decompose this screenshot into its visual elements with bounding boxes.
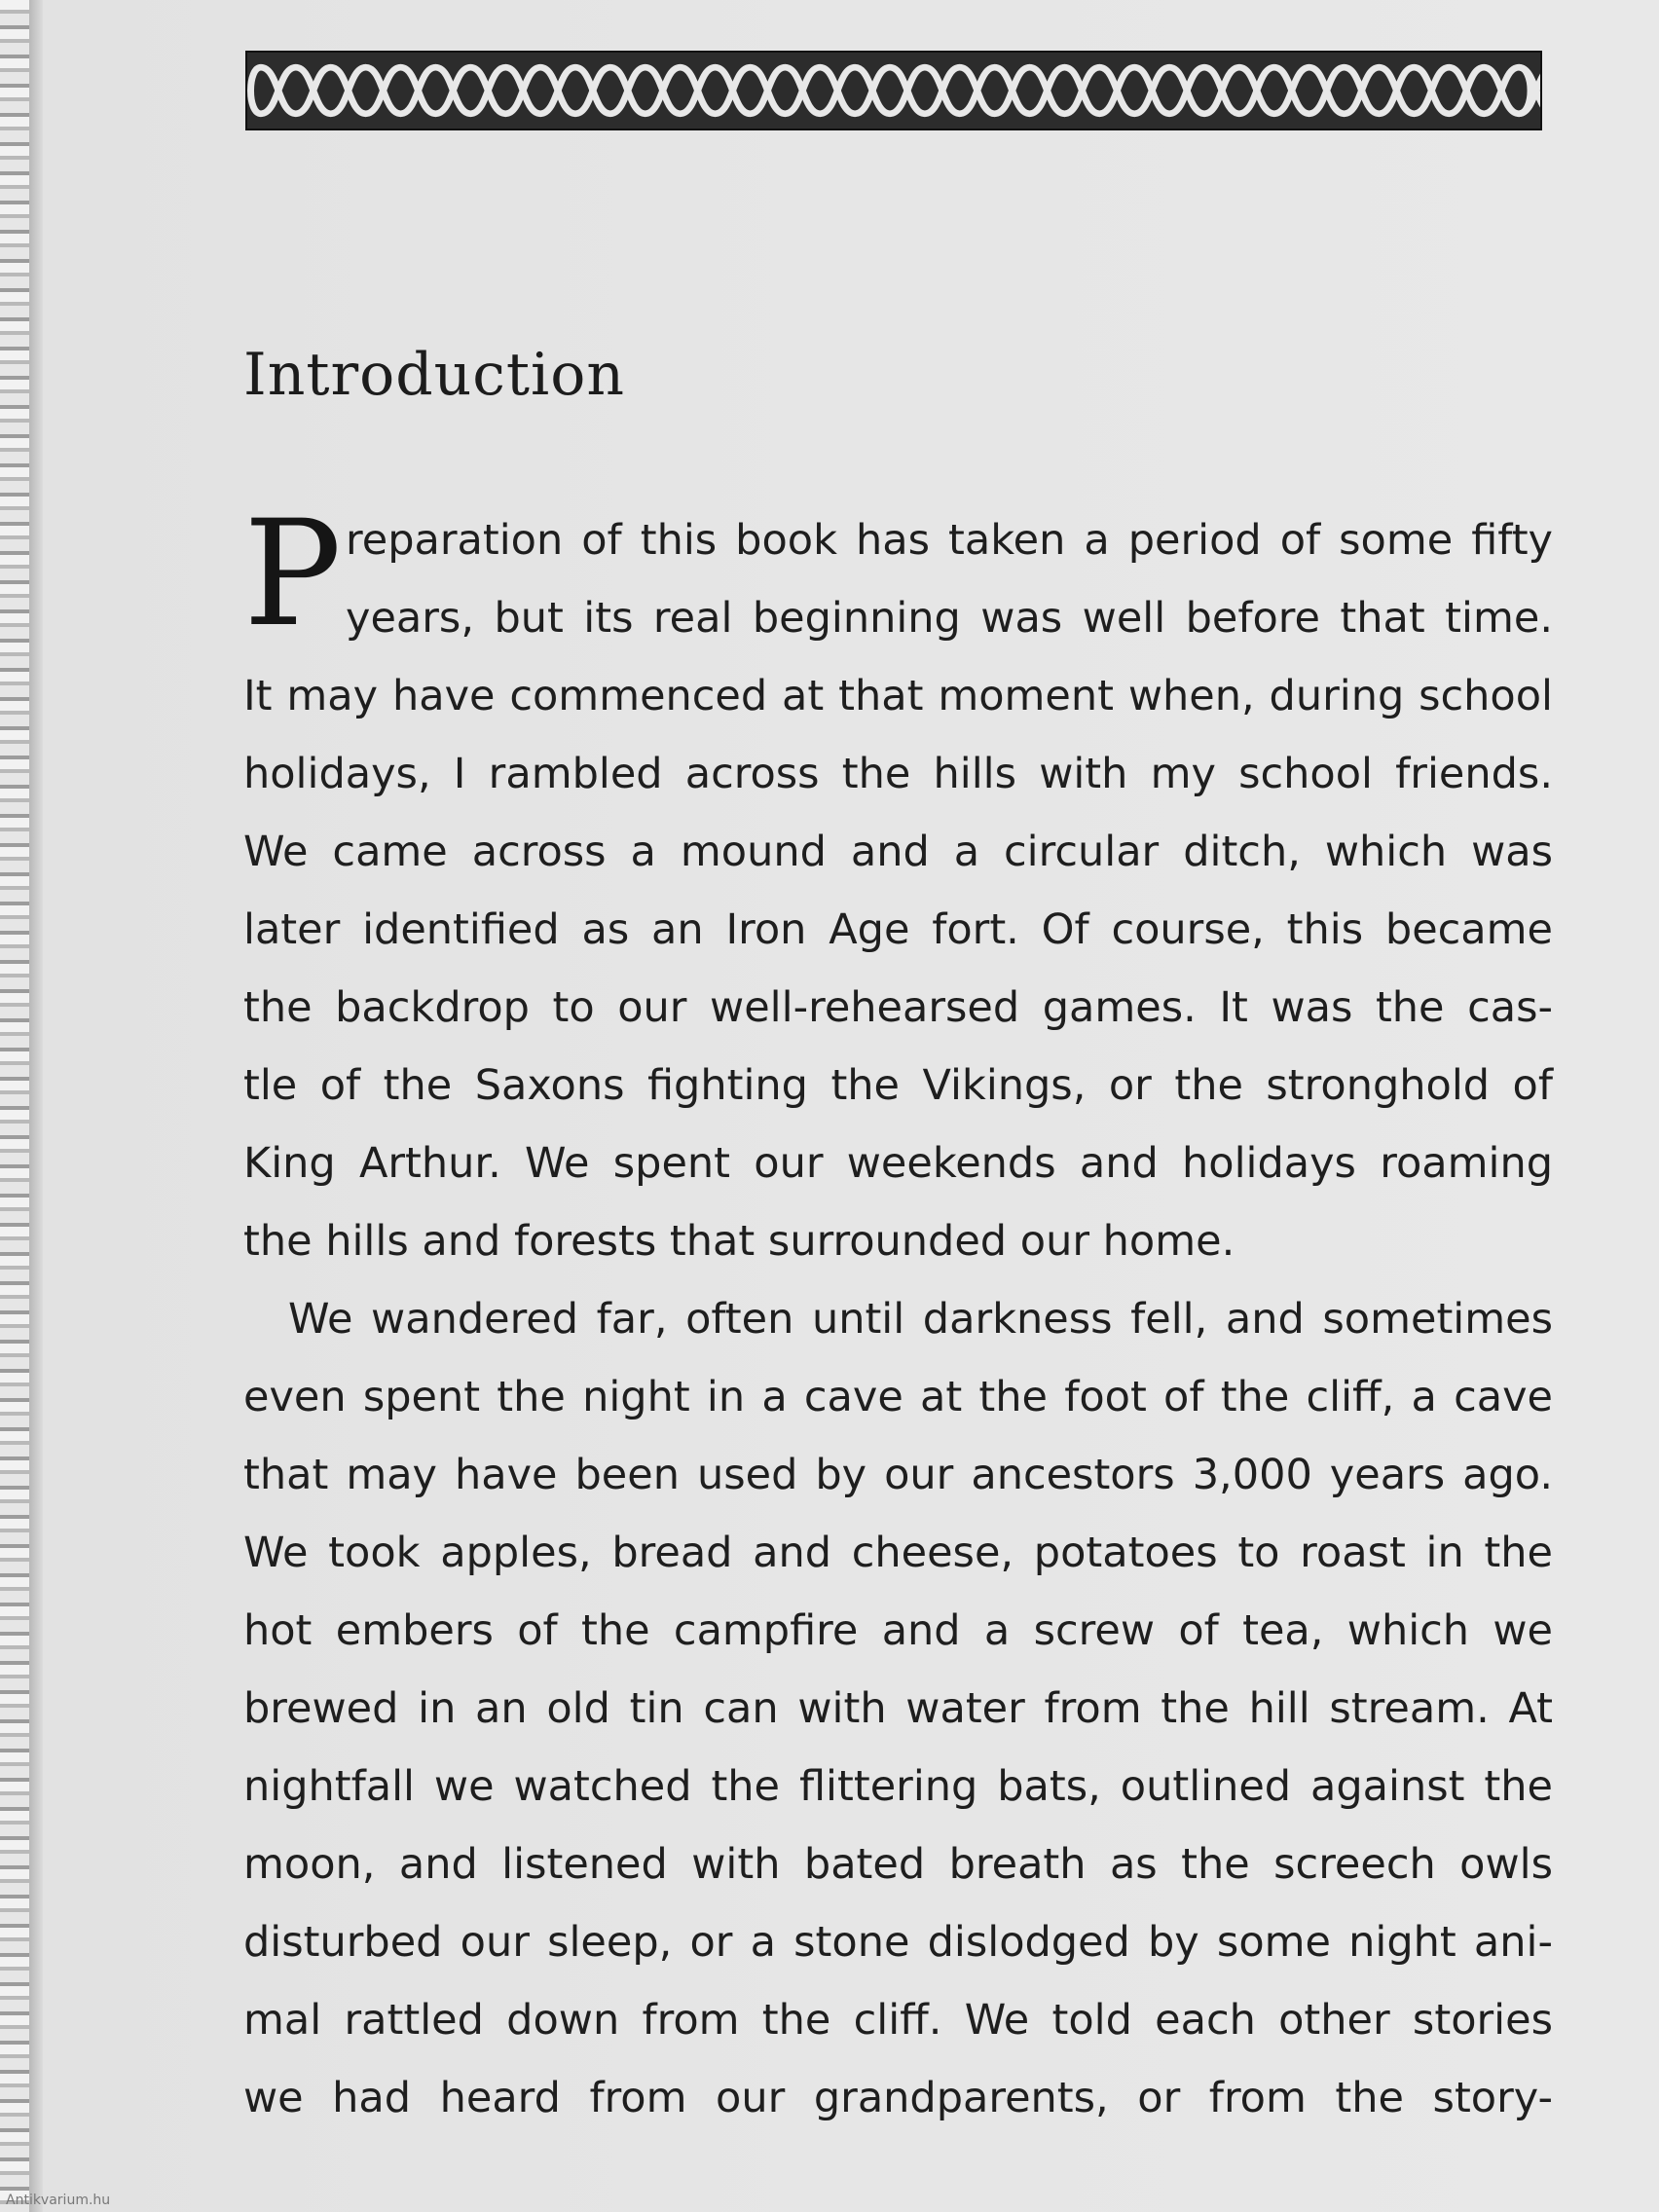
text-line: the backdrop to our well-rehearsed games. It was the cas- [243, 983, 1553, 1032]
text-line: nightfall we watched the flittering bats, outlined against the [243, 1762, 1553, 1811]
text-line: reparation of this book has taken a period of some fifty [346, 516, 1553, 565]
text-line: moon, and listened with bated breath as the screech owls [243, 1840, 1553, 1889]
text-line: brewed in an old tin can with water from the hill stream. At [243, 1684, 1553, 1733]
knot-strand [855, 67, 890, 114]
text-line: mal rattled down from the cliff. We told each other stories [243, 1996, 1553, 2045]
knot-strand [1030, 67, 1065, 114]
text-line: that may have been used by our ancestors 3,000 years ago. [243, 1451, 1553, 1499]
text-line: later identified as an Iron Age fort. Of course, this became [243, 905, 1553, 954]
knot-strand [261, 67, 296, 114]
binding-shadow [29, 0, 43, 2212]
knot-end [1519, 67, 1530, 114]
knot-strand [820, 67, 855, 114]
knot-strand [435, 67, 470, 114]
knot-strand [366, 67, 401, 114]
text-line: even spent the night in a cave at the foot of the cliff, a cave [243, 1373, 1553, 1421]
knot-strand [1379, 67, 1414, 114]
celtic-knot-pattern [247, 53, 1540, 129]
knot-strand [505, 67, 540, 114]
text-line: We took apples, bread and cheese, potatoes to roast in the [243, 1529, 1553, 1577]
body-text [243, 501, 1553, 2137]
text-line: hot embers of the campfire and a screw of tea, which we [243, 1606, 1553, 1655]
binding-border [0, 0, 32, 2212]
knot-strand [1274, 67, 1309, 114]
knot-strand [716, 67, 751, 114]
knot-strand [470, 67, 505, 114]
knot-strand [1414, 67, 1449, 114]
knot-strand [1099, 67, 1134, 114]
watermark: Antikvarium.hu [6, 2193, 111, 2208]
text-line: disturbed our sleep, or a stone dislodged by some night ani- [243, 1918, 1553, 1967]
text-line: King Arthur. We spent our weekends and holidays roaming [243, 1139, 1553, 1188]
celtic-knot-border [245, 51, 1542, 130]
knot-strand [1204, 67, 1239, 114]
text-line: we had heard from our grandparents, or from the story- [243, 2074, 1553, 2122]
knot-end [250, 67, 260, 114]
knot-strand [401, 67, 436, 114]
text-line: the hills and forests that surrounded our home. [243, 1217, 1235, 1266]
knot-strand [331, 67, 366, 114]
knot-strand [925, 67, 960, 114]
knot-strand [681, 67, 716, 114]
knot-strand [1484, 67, 1519, 114]
knot-strand [575, 67, 610, 114]
knot-strand [645, 67, 681, 114]
knot-strand [540, 67, 575, 114]
text-line: years, but its real beginning was well before that time. [346, 594, 1553, 643]
knot-strand [1064, 67, 1099, 114]
knot-strand [1169, 67, 1204, 114]
knot-strand [1309, 67, 1345, 114]
knot-strand [1449, 67, 1484, 114]
page-title: Introduction [243, 341, 625, 409]
knot-strand [1134, 67, 1169, 114]
text-line: We wandered far, often until darkness fell, and sometimes [288, 1295, 1553, 1344]
drop-cap: P [243, 490, 342, 659]
knot-strand [1239, 67, 1274, 114]
text-line: tle of the Saxons fighting the Vikings, or the stronghold of [243, 1061, 1553, 1110]
text-line: holidays, I rambled across the hills with my school friends. [243, 750, 1553, 798]
knot-strand [1345, 67, 1380, 114]
knot-strand [296, 67, 331, 114]
knot-strand [750, 67, 785, 114]
knot-strand [610, 67, 645, 114]
text-line: We came across a mound and a circular ditch, which was [243, 828, 1553, 876]
knot-strand [960, 67, 995, 114]
knot-strand [890, 67, 925, 114]
knot-strand [785, 67, 820, 114]
knot-strand [995, 67, 1030, 114]
text-line: It may have commenced at that moment when, during school [243, 672, 1553, 720]
